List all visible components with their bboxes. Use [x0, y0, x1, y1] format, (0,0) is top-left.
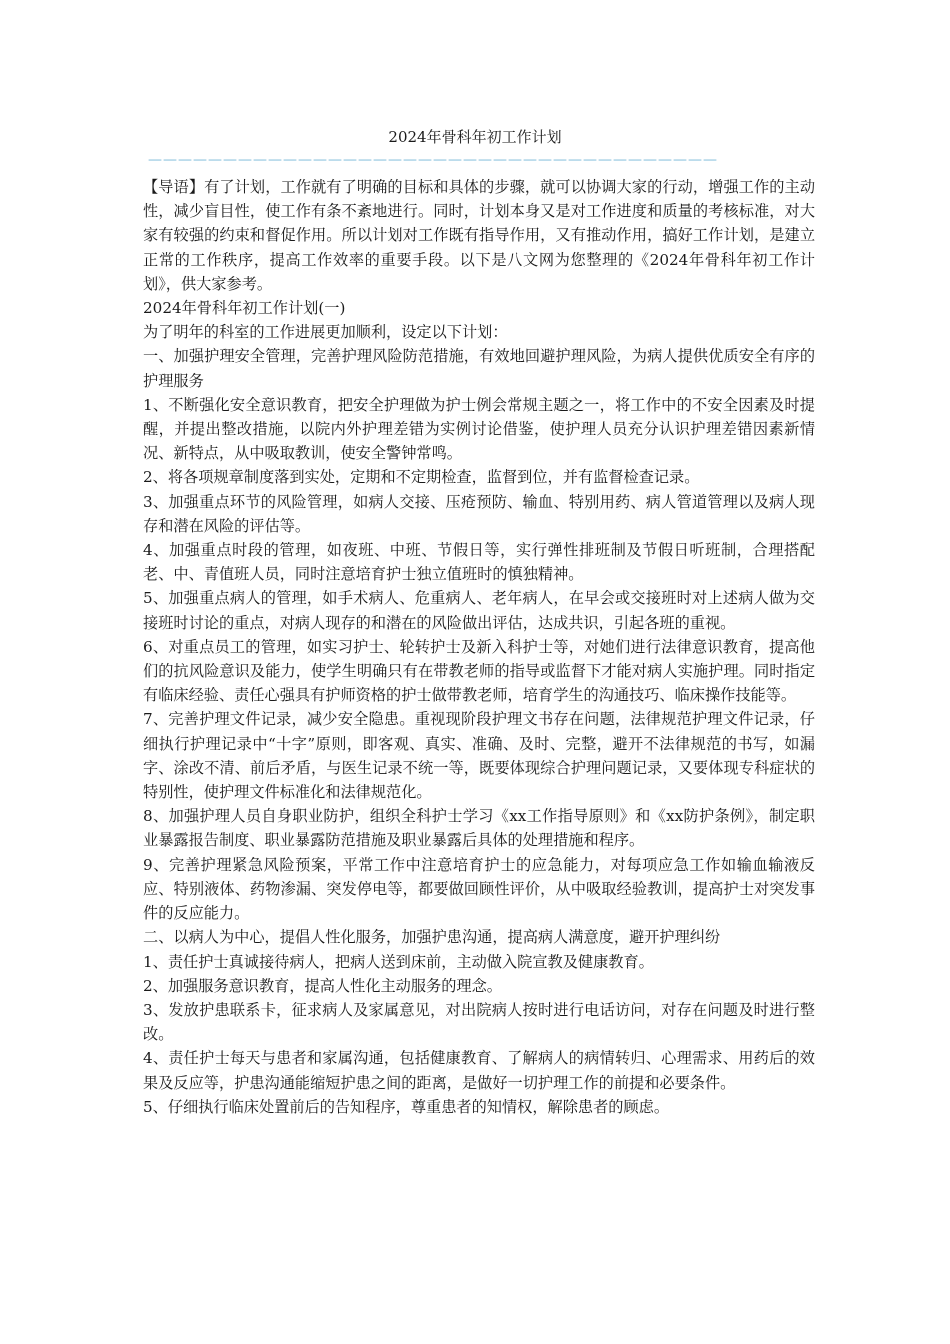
list-item: 7、完善护理文件记录，减少安全隐患。重视现阶段护理文书存在问题，法律规范护理文件记录，仔细执行护理记录中“十字”原则，即客观、真实、准确、及时、完整，避开不法律规范的书写，如漏字、涂改不清、前后矛盾，与医生记录不统一等，既要体现综合护理问题记录，又要体现专科症状的特别性，使护理文件标准化和法律规范化。 — [143, 710, 815, 802]
list-item: 4、责任护士每天与患者和家属沟通，包括健康教育、了解病人的病情转归、心理需求、用药后的效果及反应等，护患沟通能缩短护患之间的距离，是做好一切护理工作的前提和必要条件。 — [143, 1049, 815, 1092]
paragraph: 为了明年的科室的工作进展更加顺利，设定以下计划： — [143, 323, 508, 342]
document-body — [143, 175, 815, 1119]
list-item: 3、加强重点环节的风险管理，如病人交接、压疮预防、输血、特别用药、病人管道管理以及病人现存和潜在风险的评估等。 — [143, 492, 815, 535]
list-item: 8、加强护理人员自身职业防护，组织全科护士学习《xx工作指导原则》和《xx防护条例》，制定职业暴露报告制度、职业暴露防范措施及职业暴露后具体的处理措施和程序。 — [143, 807, 815, 850]
list-item: 5、加强重点病人的管理，如手术病人、危重病人、老年病人，在早会或交接班时对上述病人做为交接班时讨论的重点，对病人现存的和潜在的风险做出评估，达成共识，引起各班的重视。 — [143, 589, 815, 632]
section-heading: 2024年骨科年初工作计划(一) — [143, 299, 346, 318]
list-item: 4、加强重点时段的管理，如夜班、中班、节假日等，实行弹性排班制及节假日听班制，合理搭配老、中、青值班人员，同时注意培育护士独立值班时的慎独精神。 — [143, 541, 815, 584]
list-item: 2、加强服务意识教育，提高人性化主动服务的理念。 — [143, 976, 502, 995]
list-item: 2、将各项规章制度落到实处，定期和不定期检查，监督到位，并有监督检查记录。 — [143, 468, 700, 487]
subsection-heading: 二、以病人为中心，提倡人性化服务，加强护患沟通，提高病人满意度，避开护理纠纷 — [143, 928, 721, 947]
list-item: 5、仔细执行临床处置前后的告知程序，尊重患者的知情权，解除患者的顾虑。 — [143, 1097, 670, 1116]
list-item: 3、发放护患联系卡，征求病人及家属意见，对出院病人按时进行电话访问，对存在问题及时进行整改。 — [143, 1000, 815, 1044]
intro-paragraph: 【导语】有了计划，工作就有了明确的目标和具体的步骤，就可以协调大家的行动，增强工作的主动性，减少盲目性，使工作有条不紊地进行。同时，计划本身又是对工作进度和质量的考核标准，对大家有较强的约束和督促作用。所以计划对工作既有指导作用，又有推动作用，搞好工作计划，是建立正常的工作秩序，提高工作效率的重要手段。以下是八文网为您整理的《2024年骨科年初工作计划》，供大家参考。 — [143, 178, 815, 293]
title-divider: —————————————————————————————————————— — [148, 152, 718, 168]
document-title: 2024年骨科年初工作计划 — [388, 128, 562, 146]
list-item: 1、责任护士真诚接待病人，把病人送到床前，主动做入院宣教及健康教育。 — [143, 952, 654, 971]
list-item: 6、对重点员工的管理，如实习护士、轮转护士及新入科护士等，对她们进行法律意识教育，提高他们的抗风险意识及能力，使学生明确只有在带教老师的指导或监督下才能对病人实施护理。同时指定有临床经验、责任心强具有护师资格的护士做带教老师，培育学生的沟通技巧、临床操作技能等。 — [143, 637, 815, 705]
list-item: 1、不断强化安全意识教育，把安全护理做为护士例会常规主题之一，将工作中的不安全因素及时提醒，并提出整改措施，以院内外护理差错为实例讨论借鉴，使护理人员充分认识护理差错因素新情况、新特点，从中吸取教训，使安全警钟常鸣。 — [143, 395, 815, 463]
subsection-heading: 一、加强护理安全管理，完善护理风险防范措施，有效地回避护理风险，为病人提供优质安全有序的护理服务 — [143, 347, 815, 390]
list-item: 9、完善护理紧急风险预案，平常工作中注意培育护士的应急能力，对每项应急工作如输血输液反应、特别液体、药物渗漏、突发停电等，都要做回顾性评价，从中吸取经验教训，提高护士对突发事件的反应能力。 — [143, 855, 815, 923]
